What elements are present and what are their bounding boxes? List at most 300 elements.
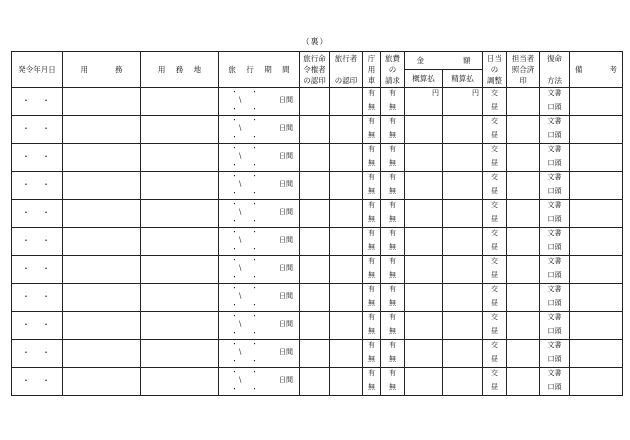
cell-checker-seal[interactable] — [507, 256, 540, 284]
car-no-option[interactable]: 無 — [368, 215, 375, 223]
cell-official-car[interactable] — [363, 200, 381, 228]
cell-official-car[interactable] — [363, 312, 381, 340]
header-amount-text: 金 額 — [416, 55, 479, 65]
car-yes-option[interactable]: 有 — [368, 257, 375, 265]
date-dots: ・ ・ — [22, 292, 52, 301]
report-written-option[interactable]: 文書 — [547, 117, 562, 125]
cell-travel-period[interactable] — [219, 284, 300, 312]
cell-official-car[interactable] — [363, 144, 381, 172]
car-yes-option[interactable]: 有 — [368, 145, 375, 153]
header-allow-line-2: の — [490, 65, 499, 74]
period-tilde: \ — [239, 208, 242, 216]
claim-yes-option[interactable]: 有 — [389, 201, 396, 209]
cell-duty-place[interactable] — [141, 116, 219, 144]
period-days-unit: 日間 — [279, 124, 293, 132]
cell-report-method[interactable] — [540, 144, 570, 172]
report-written-option[interactable]: 文書 — [547, 201, 562, 209]
cell-duty[interactable] — [63, 312, 141, 340]
allowance-lunch-option[interactable]: 昼 — [491, 271, 498, 279]
car-no-option[interactable]: 無 — [368, 299, 375, 307]
car-no-option[interactable]: 無 — [368, 159, 375, 167]
cell-duty[interactable] — [63, 172, 141, 200]
cell-approver-seal[interactable] — [300, 312, 330, 340]
claim-yes-option[interactable]: 有 — [389, 341, 396, 349]
record-row — [12, 312, 623, 340]
car-yes-option[interactable]: 有 — [368, 117, 375, 125]
cell-official-car[interactable] — [363, 172, 381, 200]
period-end-dots: ・ ・ — [231, 329, 261, 337]
cell-traveler-seal[interactable] — [330, 312, 363, 340]
cell-traveler-seal[interactable] — [330, 228, 363, 256]
claim-yes-option[interactable]: 有 — [389, 117, 396, 125]
period-end-dots: ・ ・ — [231, 105, 261, 113]
cell-report-method[interactable] — [540, 116, 570, 144]
report-oral-option[interactable]: 口頭 — [547, 159, 562, 167]
cell-travel-period[interactable] — [219, 116, 300, 144]
claim-yes-option[interactable]: 有 — [389, 369, 396, 377]
car-yes-option[interactable]: 有 — [368, 341, 375, 349]
cell-official-car[interactable] — [363, 284, 381, 312]
period-tilde: \ — [239, 236, 242, 244]
period-end-dots: ・ ・ — [231, 273, 261, 281]
cell-remarks[interactable] — [570, 88, 623, 116]
period-start-dots: ・ ・ — [231, 312, 261, 320]
cell-issue-date[interactable] — [12, 172, 63, 200]
report-written-option[interactable]: 文書 — [547, 145, 562, 153]
claim-no-option[interactable]: 無 — [389, 327, 396, 335]
header-settlement: 精算払 — [443, 70, 483, 88]
claim-no-option[interactable]: 無 — [389, 383, 396, 391]
car-no-option[interactable]: 無 — [368, 271, 375, 279]
allowance-transport-option[interactable]: 交 — [491, 369, 498, 377]
cell-issue-date[interactable] — [12, 200, 63, 228]
car-yes-option[interactable]: 有 — [368, 201, 375, 209]
cell-traveler-seal[interactable] — [330, 116, 363, 144]
report-written-option[interactable]: 文書 — [547, 341, 562, 349]
cell-prepayment[interactable] — [405, 284, 443, 312]
allowance-lunch-option[interactable]: 昼 — [491, 131, 498, 139]
cell-settlement[interactable] — [443, 340, 483, 368]
header-remarks-text: 備 考 — [575, 64, 621, 74]
cell-travel-period[interactable] — [219, 200, 300, 228]
report-oral-option[interactable]: 口頭 — [547, 131, 562, 139]
allowance-lunch-option[interactable]: 昼 — [491, 243, 498, 251]
cell-report-method[interactable] — [540, 256, 570, 284]
report-written-option[interactable]: 文書 — [547, 173, 562, 181]
car-no-option[interactable]: 無 — [368, 131, 375, 139]
car-no-option[interactable]: 無 — [368, 383, 375, 391]
header-check-line-1: 担当者 — [511, 54, 535, 63]
cell-duty[interactable] — [63, 340, 141, 368]
report-written-option[interactable]: 文書 — [547, 257, 562, 265]
period-end-dots: ・ ・ — [231, 189, 261, 197]
cell-expense-claim[interactable] — [381, 312, 405, 340]
cell-issue-date[interactable] — [12, 144, 63, 172]
cell-remarks[interactable] — [570, 368, 623, 396]
cell-duty-place[interactable] — [141, 88, 219, 116]
cell-checker-seal[interactable] — [507, 172, 540, 200]
report-oral-option[interactable]: 口頭 — [547, 383, 562, 391]
cell-duty-place[interactable] — [141, 368, 219, 396]
cell-allowance-adjust[interactable] — [483, 340, 507, 368]
header-travel-period-text: 旅 行 期 間 — [228, 64, 294, 74]
cell-checker-seal[interactable] — [507, 284, 540, 312]
period-start-dots: ・ ・ — [231, 144, 261, 152]
cell-issue-date[interactable] — [12, 284, 63, 312]
cell-approver-seal[interactable] — [300, 228, 330, 256]
cell-remarks[interactable] — [570, 172, 623, 200]
cell-remarks[interactable] — [570, 256, 623, 284]
cell-official-car[interactable] — [363, 116, 381, 144]
header-car-line-2: 用 — [367, 65, 376, 74]
period-tilde: \ — [239, 348, 242, 356]
cell-duty-place[interactable] — [141, 144, 219, 172]
header-remarks — [570, 52, 623, 88]
report-written-option[interactable]: 文書 — [547, 285, 562, 293]
car-no-option[interactable]: 無 — [368, 243, 375, 251]
cell-expense-claim[interactable] — [381, 172, 405, 200]
car-no-option[interactable]: 無 — [368, 355, 375, 363]
allowance-transport-option[interactable]: 交 — [491, 201, 498, 209]
cell-approver-seal[interactable] — [300, 368, 330, 396]
record-row — [12, 144, 623, 172]
cell-expense-claim[interactable] — [381, 340, 405, 368]
cell-expense-claim[interactable] — [381, 256, 405, 284]
cell-travel-period[interactable] — [219, 144, 300, 172]
allowance-transport-option[interactable]: 交 — [491, 341, 498, 349]
car-yes-option[interactable]: 有 — [368, 313, 375, 321]
cell-traveler-seal[interactable] — [330, 284, 363, 312]
cell-prepayment[interactable] — [405, 144, 443, 172]
claim-no-option[interactable]: 無 — [389, 299, 396, 307]
record-row — [12, 284, 623, 312]
cell-travel-period[interactable] — [219, 368, 300, 396]
cell-prepayment[interactable] — [405, 172, 443, 200]
cell-remarks[interactable] — [570, 284, 623, 312]
cell-duty-place[interactable] — [141, 256, 219, 284]
report-oral-option[interactable]: 口頭 — [547, 215, 562, 223]
cell-checker-seal[interactable] — [507, 312, 540, 340]
cell-prepayment[interactable] — [405, 88, 443, 116]
cell-remarks[interactable] — [570, 340, 623, 368]
cell-settlement[interactable] — [443, 144, 483, 172]
header-claim-line-3: 請求 — [385, 76, 400, 85]
car-yes-option[interactable]: 有 — [368, 173, 375, 181]
cell-issue-date[interactable] — [12, 256, 63, 284]
report-written-option[interactable]: 文書 — [547, 369, 562, 377]
claim-yes-option[interactable]: 有 — [389, 173, 396, 181]
claim-yes-option[interactable]: 有 — [389, 313, 396, 321]
allowance-transport-option[interactable]: 交 — [491, 145, 498, 153]
date-dots: ・ ・ — [22, 376, 52, 385]
cell-duty-place[interactable] — [141, 228, 219, 256]
cell-issue-date[interactable] — [12, 116, 63, 144]
allowance-lunch-option[interactable]: 昼 — [491, 327, 498, 335]
claim-yes-option[interactable]: 有 — [389, 145, 396, 153]
report-oral-option[interactable]: 口頭 — [547, 271, 562, 279]
cell-checker-seal[interactable] — [507, 228, 540, 256]
claim-no-option[interactable]: 無 — [389, 215, 396, 223]
car-no-option[interactable]: 無 — [368, 187, 375, 195]
cell-duty[interactable] — [63, 284, 141, 312]
cell-travel-period[interactable] — [219, 172, 300, 200]
cell-settlement[interactable] — [443, 368, 483, 396]
cell-traveler-seal[interactable] — [330, 200, 363, 228]
cell-allowance-adjust[interactable] — [483, 228, 507, 256]
cell-official-car[interactable] — [363, 340, 381, 368]
claim-no-option[interactable]: 無 — [389, 103, 396, 111]
car-yes-option[interactable]: 有 — [368, 89, 375, 97]
cell-duty[interactable] — [63, 116, 141, 144]
cell-expense-claim[interactable] — [381, 116, 405, 144]
date-dots: ・ ・ — [22, 236, 52, 245]
cell-report-method[interactable] — [540, 312, 570, 340]
car-yes-option[interactable]: 有 — [368, 285, 375, 293]
cell-checker-seal[interactable] — [507, 368, 540, 396]
cell-settlement[interactable] — [443, 172, 483, 200]
report-written-option[interactable]: 文書 — [547, 229, 562, 237]
report-oral-option[interactable]: 口頭 — [547, 103, 562, 111]
cell-prepayment[interactable] — [405, 116, 443, 144]
period-tilde: \ — [239, 376, 242, 384]
header-travel-period — [219, 52, 300, 88]
car-no-option[interactable]: 無 — [368, 327, 375, 335]
allowance-lunch-option[interactable]: 昼 — [491, 187, 498, 195]
cell-approver-seal[interactable] — [300, 172, 330, 200]
cell-report-method[interactable] — [540, 88, 570, 116]
record-row — [12, 116, 623, 144]
cell-report-method[interactable] — [540, 200, 570, 228]
prepay-yen-unit: 円 — [432, 89, 439, 97]
allowance-transport-option[interactable]: 交 — [491, 313, 498, 321]
cell-report-method[interactable] — [540, 368, 570, 396]
cell-allowance-adjust[interactable] — [483, 256, 507, 284]
travel-record-table — [11, 51, 623, 396]
header-allow-line-1: 日当 — [487, 54, 502, 63]
cell-checker-seal[interactable] — [507, 144, 540, 172]
cell-checker-seal[interactable] — [507, 340, 540, 368]
allowance-transport-option[interactable]: 交 — [491, 89, 498, 97]
cell-settlement[interactable] — [443, 312, 483, 340]
cell-allowance-adjust[interactable] — [483, 88, 507, 116]
allowance-lunch-option[interactable]: 昼 — [491, 215, 498, 223]
claim-no-option[interactable]: 無 — [389, 187, 396, 195]
allowance-lunch-option[interactable]: 昼 — [491, 355, 498, 363]
cell-duty[interactable] — [63, 256, 141, 284]
cell-approver-seal[interactable] — [300, 144, 330, 172]
allowance-lunch-option[interactable]: 昼 — [491, 383, 498, 391]
record-row — [12, 200, 623, 228]
report-oral-option[interactable]: 口頭 — [547, 243, 562, 251]
date-dots: ・ ・ — [22, 208, 52, 217]
allowance-transport-option[interactable]: 交 — [491, 173, 498, 181]
cell-duty-place[interactable] — [141, 284, 219, 312]
cell-approver-seal[interactable] — [300, 284, 330, 312]
period-end-dots: ・ ・ — [231, 385, 261, 393]
cell-expense-claim[interactable] — [381, 200, 405, 228]
cell-traveler-seal[interactable] — [330, 144, 363, 172]
cell-remarks[interactable] — [570, 200, 623, 228]
cell-allowance-adjust[interactable] — [483, 312, 507, 340]
claim-no-option[interactable]: 無 — [389, 271, 396, 279]
cell-approver-seal[interactable] — [300, 256, 330, 284]
header-amount — [405, 52, 483, 70]
cell-duty-place[interactable] — [141, 172, 219, 200]
claim-no-option[interactable]: 無 — [389, 355, 396, 363]
allowance-transport-option[interactable]: 交 — [491, 117, 498, 125]
cell-remarks[interactable] — [570, 116, 623, 144]
cell-issue-date[interactable] — [12, 312, 63, 340]
period-end-dots: ・ ・ — [231, 301, 261, 309]
cell-allowance-adjust[interactable] — [483, 368, 507, 396]
header-traveler-line-2 — [330, 64, 362, 75]
allowance-transport-option[interactable]: 交 — [491, 229, 498, 237]
cell-official-car[interactable] — [363, 368, 381, 396]
cell-issue-date[interactable] — [12, 340, 63, 368]
cell-remarks[interactable] — [570, 228, 623, 256]
cell-approver-seal[interactable] — [300, 116, 330, 144]
claim-yes-option[interactable]: 有 — [389, 257, 396, 265]
report-written-option[interactable]: 文書 — [547, 313, 562, 321]
claim-yes-option[interactable]: 有 — [389, 89, 396, 97]
cell-settlement[interactable] — [443, 228, 483, 256]
cell-remarks[interactable] — [570, 144, 623, 172]
cell-allowance-adjust[interactable] — [483, 284, 507, 312]
cell-remarks[interactable] — [570, 312, 623, 340]
cell-prepayment[interactable] — [405, 368, 443, 396]
header-check-line-2: 照合済 — [511, 65, 535, 74]
cell-travel-period[interactable] — [219, 88, 300, 116]
cell-report-method[interactable] — [540, 228, 570, 256]
period-tilde: \ — [239, 152, 242, 160]
report-oral-option[interactable]: 口頭 — [547, 355, 562, 363]
report-oral-option[interactable]: 口頭 — [547, 299, 562, 307]
cell-expense-claim[interactable] — [381, 284, 405, 312]
car-yes-option[interactable]: 有 — [368, 369, 375, 377]
cell-prepayment[interactable] — [405, 228, 443, 256]
claim-yes-option[interactable]: 有 — [389, 285, 396, 293]
allowance-lunch-option[interactable]: 昼 — [491, 103, 498, 111]
claim-no-option[interactable]: 無 — [389, 159, 396, 167]
cell-official-car[interactable] — [363, 228, 381, 256]
cell-prepayment[interactable] — [405, 200, 443, 228]
period-end-dots: ・ ・ — [231, 217, 261, 225]
cell-settlement[interactable] — [443, 88, 483, 116]
cell-official-car[interactable] — [363, 256, 381, 284]
cell-traveler-seal[interactable] — [330, 340, 363, 368]
cell-prepayment[interactable] — [405, 256, 443, 284]
period-start-dots: ・ ・ — [231, 368, 261, 376]
cell-traveler-seal[interactable] — [330, 172, 363, 200]
cell-duty-place[interactable] — [141, 312, 219, 340]
record-row — [12, 172, 623, 200]
header-traveler-seal — [330, 52, 363, 88]
cell-official-car[interactable] — [363, 88, 381, 116]
cell-travel-period[interactable] — [219, 228, 300, 256]
cell-report-method[interactable] — [540, 284, 570, 312]
cell-settlement[interactable] — [443, 116, 483, 144]
allowance-transport-option[interactable]: 交 — [491, 285, 498, 293]
date-dots: ・ ・ — [22, 348, 52, 357]
cell-duty-place[interactable] — [141, 200, 219, 228]
cell-prepayment[interactable] — [405, 340, 443, 368]
cell-travel-period[interactable] — [219, 340, 300, 368]
period-tilde: \ — [239, 292, 242, 300]
allowance-lunch-option[interactable]: 昼 — [491, 159, 498, 167]
cell-approver-seal[interactable] — [300, 88, 330, 116]
cell-checker-seal[interactable] — [507, 200, 540, 228]
car-yes-option[interactable]: 有 — [368, 229, 375, 237]
header-claim-line-2: の — [388, 65, 397, 74]
cell-duty[interactable] — [63, 368, 141, 396]
report-oral-option[interactable]: 口頭 — [547, 327, 562, 335]
period-days-unit: 日間 — [279, 180, 293, 188]
cell-duty[interactable] — [63, 228, 141, 256]
claim-no-option[interactable]: 無 — [389, 243, 396, 251]
header-prepayment: 概算払 — [405, 70, 443, 88]
cell-checker-seal[interactable] — [507, 116, 540, 144]
car-no-option[interactable]: 無 — [368, 103, 375, 111]
cell-report-method[interactable] — [540, 172, 570, 200]
cell-expense-claim[interactable] — [381, 88, 405, 116]
cell-duty[interactable] — [63, 144, 141, 172]
cell-traveler-seal[interactable] — [330, 256, 363, 284]
cell-allowance-adjust[interactable] — [483, 172, 507, 200]
claim-yes-option[interactable]: 有 — [389, 229, 396, 237]
header-car-line-3: 車 — [367, 76, 376, 85]
cell-settlement[interactable] — [443, 200, 483, 228]
cell-issue-date[interactable] — [12, 368, 63, 396]
cell-expense-claim[interactable] — [381, 144, 405, 172]
cell-expense-claim[interactable] — [381, 368, 405, 396]
cell-traveler-seal[interactable] — [330, 88, 363, 116]
period-tilde: \ — [239, 96, 242, 104]
cell-duty[interactable] — [63, 88, 141, 116]
cell-approver-seal[interactable] — [300, 340, 330, 368]
cell-allowance-adjust[interactable] — [483, 144, 507, 172]
cell-settlement[interactable] — [443, 256, 483, 284]
header-approver-seal — [300, 52, 330, 88]
period-start-dots: ・ ・ — [231, 228, 261, 236]
cell-travel-period[interactable] — [219, 312, 300, 340]
cell-duty-place[interactable] — [141, 340, 219, 368]
cell-report-method[interactable] — [540, 340, 570, 368]
period-days-unit: 日間 — [279, 292, 293, 300]
allowance-transport-option[interactable]: 交 — [491, 257, 498, 265]
cell-traveler-seal[interactable] — [330, 368, 363, 396]
header-check-line-3: 印 — [519, 76, 527, 85]
claim-no-option[interactable]: 無 — [389, 131, 396, 139]
cell-travel-period[interactable] — [219, 256, 300, 284]
report-written-option[interactable]: 文書 — [547, 89, 562, 97]
cell-approver-seal[interactable] — [300, 200, 330, 228]
cell-checker-seal[interactable] — [507, 88, 540, 116]
cell-expense-claim[interactable] — [381, 228, 405, 256]
cell-settlement[interactable] — [443, 284, 483, 312]
report-oral-option[interactable]: 口頭 — [547, 187, 562, 195]
period-tilde: \ — [239, 124, 242, 132]
cell-allowance-adjust[interactable] — [483, 116, 507, 144]
period-tilde: \ — [239, 180, 242, 188]
record-row — [12, 256, 623, 284]
cell-issue-date[interactable] — [12, 228, 63, 256]
cell-duty[interactable] — [63, 200, 141, 228]
cell-prepayment[interactable] — [405, 312, 443, 340]
period-days-unit: 日間 — [279, 264, 293, 272]
allowance-lunch-option[interactable]: 昼 — [491, 299, 498, 307]
cell-issue-date[interactable] — [12, 88, 63, 116]
cell-allowance-adjust[interactable] — [483, 200, 507, 228]
